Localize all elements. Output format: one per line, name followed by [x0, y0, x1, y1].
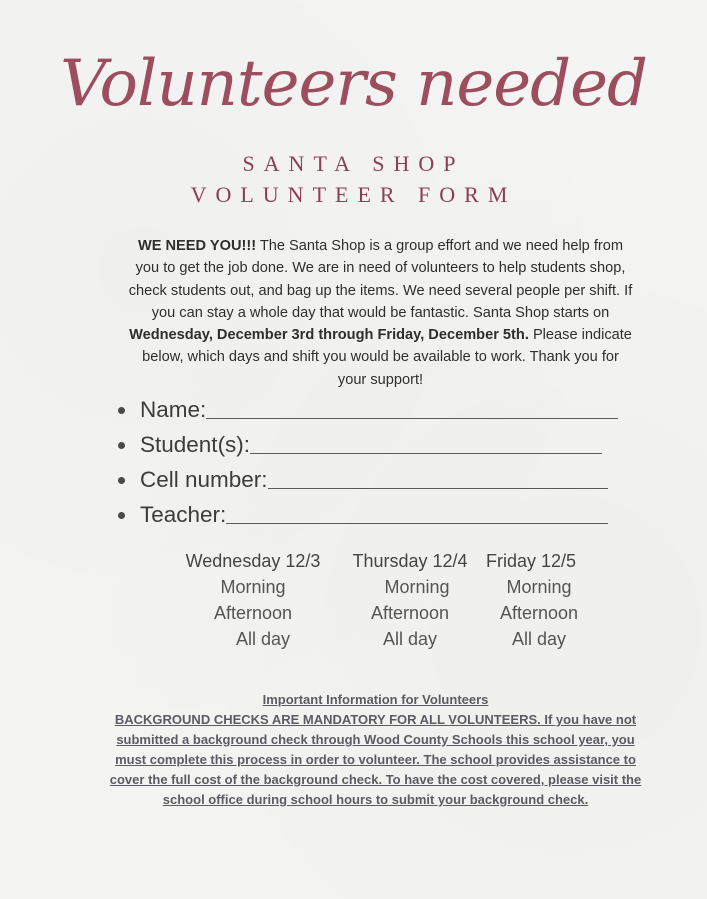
field-students[interactable] — [118, 423, 638, 458]
shift-option-all-day[interactable]: All day — [511, 629, 567, 649]
schedule-column-friday — [476, 548, 586, 652]
shift-option-morning[interactable]: Morning — [220, 577, 286, 597]
subtitle-santa-shop: SANTA SHOP — [242, 151, 465, 176]
day-heading: Wednesday 12/3 — [185, 551, 321, 571]
field-name-blank[interactable] — [206, 396, 618, 419]
volunteer-information — [108, 690, 643, 810]
info-text: BACKGROUND CHECKS ARE MANDATORY FOR ALL VOLUNTEERS. If you have not submitted a background check through Wood County Schools this school year, you must complete this process in order to volunteer. The school provides assistance to cover the full cost of the background check. To have the cost covered, please visit the school office during school hours to submit your background check. — [109, 712, 642, 807]
subtitle-volunteer-form: VOLUNTEER FORM — [190, 182, 517, 207]
info-title: Important Information for Volunteers — [262, 692, 489, 707]
schedule-column-thursday — [340, 548, 480, 652]
field-cell-number-label: Cell number: — [140, 467, 268, 492]
headline: Volunteers needed — [60, 47, 647, 121]
bullet-icon — [118, 442, 125, 449]
intro-dates: Wednesday, December 3rd through Friday, December 5th. — [129, 327, 529, 344]
field-name[interactable] — [118, 388, 638, 423]
shift-option-all-day[interactable]: All day — [235, 629, 291, 649]
day-heading: Thursday 12/4 — [352, 551, 468, 571]
form-fields — [118, 388, 638, 528]
field-cell-number[interactable] — [118, 458, 638, 493]
field-students-label: Student(s): — [140, 432, 251, 457]
field-name-label: Name: — [140, 397, 207, 422]
intro-paragraph — [128, 235, 633, 391]
field-students-blank[interactable] — [250, 431, 602, 454]
shift-option-all-day[interactable]: All day — [382, 629, 438, 649]
bullet-icon — [118, 477, 125, 484]
field-teacher[interactable] — [118, 493, 638, 528]
field-teacher-label: Teacher: — [140, 502, 227, 527]
intro-body-2: Please indicate below, which days and shift you would be available to work. Thank you for your support! — [142, 327, 632, 388]
field-cell-number-blank[interactable] — [268, 466, 608, 489]
shift-option-afternoon[interactable]: Afternoon — [370, 603, 450, 623]
bullet-icon — [118, 407, 125, 414]
shift-option-afternoon[interactable]: Afternoon — [213, 603, 293, 623]
shift-option-morning[interactable]: Morning — [506, 577, 572, 597]
schedule-column-wednesday — [180, 548, 326, 652]
shift-option-afternoon[interactable]: Afternoon — [499, 603, 579, 623]
field-teacher-blank[interactable] — [226, 501, 608, 524]
shift-option-morning[interactable]: Morning — [384, 577, 450, 597]
intro-body-1: The Santa Shop is a group effort and we need help from you to get the job done. We are in need of volunteers to help students shop, check students out, and bag up the items. We need several people per shift. If you can stay a whole day that would be fantastic. Santa Shop starts on — [128, 238, 633, 321]
intro-lead: WE NEED YOU!!! — [137, 238, 257, 254]
day-heading: Friday 12/5 — [485, 551, 577, 571]
bullet-icon — [118, 512, 125, 519]
